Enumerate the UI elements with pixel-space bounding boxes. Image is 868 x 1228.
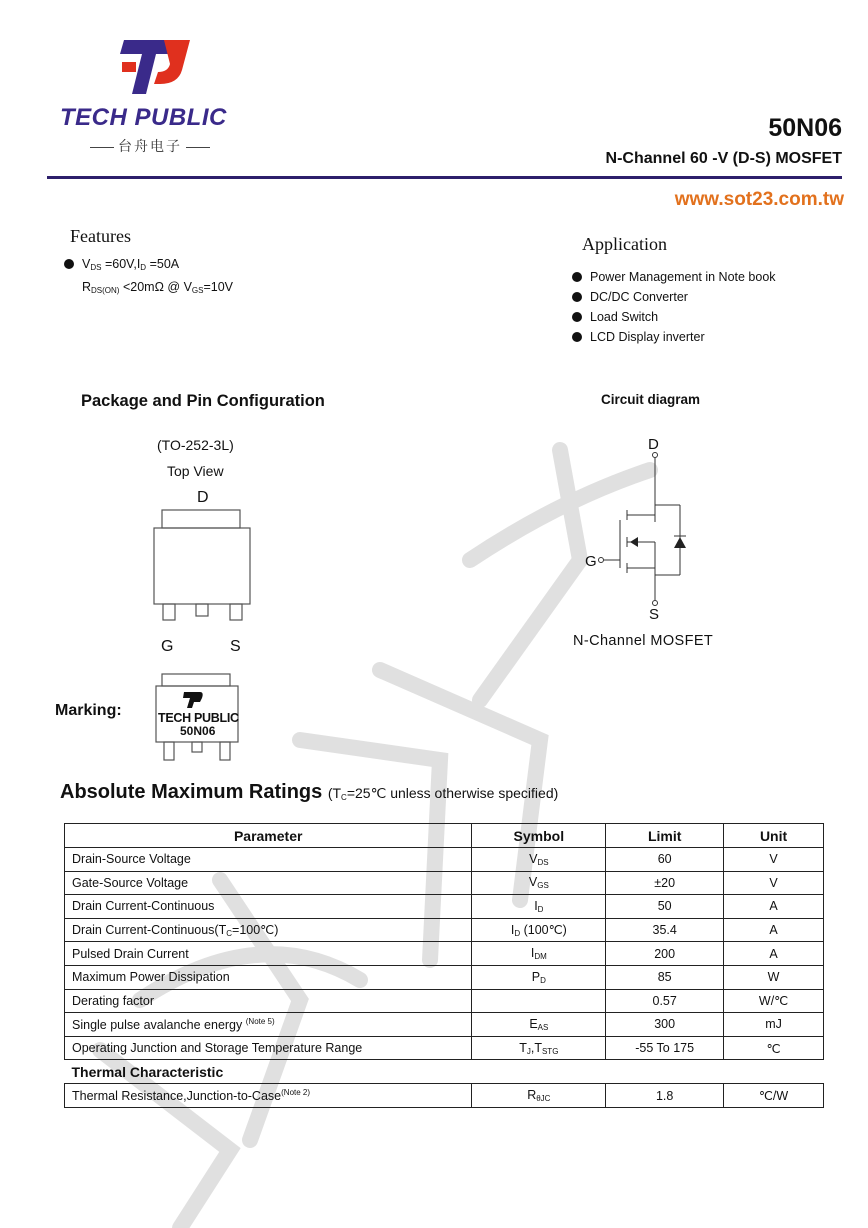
table-row: Drain Current-Continuous $I_D$ 50 A — [65, 895, 824, 919]
circuit-caption: N-Channel MOSFET — [573, 633, 714, 649]
features-title: Features — [70, 226, 131, 246]
application-item: LCD Display inverter — [572, 330, 705, 344]
application-title: Application — [582, 234, 667, 254]
table-row: Operating Junction and Storage Temperature Range $T_J,T_{STG}$ -55 To 175 ℃ — [65, 1036, 824, 1060]
header-symbol: Symbol — [472, 824, 606, 848]
website-link[interactable]: www.sot23.com.tw — [674, 189, 844, 210]
header-parameter: Parameter — [65, 824, 472, 848]
part-number: 50N06 — [768, 114, 842, 142]
bullet-icon — [572, 332, 582, 342]
circuit-title: Circuit diagram — [601, 392, 701, 407]
bullet-icon — [572, 292, 582, 302]
pin-label-s: S — [230, 638, 241, 655]
feature-line-1: $V_{DS} =60V,I_D =50A$ — [64, 257, 179, 272]
application-item: DC/DC Converter — [572, 290, 688, 304]
package-title: Package and Pin Configuration — [81, 392, 325, 410]
table-row: Drain-Source Voltage $V_{DS}$ 60 V — [65, 848, 824, 872]
to252-package-drawing — [150, 506, 254, 634]
table-row: Gate-Source Voltage $V_{GS}$ ±20 V — [65, 871, 824, 895]
header-rule — [47, 176, 842, 179]
bullet-icon — [572, 312, 582, 322]
circuit-label-g: G — [585, 553, 597, 570]
logo-subtext: 台舟电子 — [86, 136, 214, 156]
bullet-icon — [64, 259, 74, 269]
circuit-label-s: S — [649, 606, 660, 623]
mosfet-symbol-drawing — [596, 450, 696, 610]
application-item: Load Switch — [572, 310, 658, 324]
ratings-table — [64, 823, 824, 1108]
header-limit: Limit — [606, 824, 724, 848]
circuit-label-d: D — [648, 436, 659, 453]
ratings-condition: ($T_C=25℃$ unless otherwise specified) — [327, 785, 559, 802]
package-view: Top View — [167, 463, 224, 479]
thermal-section-row — [65, 1060, 824, 1084]
marking-line-1: TECH PUBLIC — [158, 711, 239, 725]
package-name: (TO-252-3L) — [157, 437, 234, 453]
tech-public-logo-icon — [120, 36, 192, 98]
marking-line-2: 50N06 — [180, 724, 216, 738]
table-row: Derating factor 0.57 W/℃ — [65, 989, 824, 1013]
table-row: Thermal Resistance,Junction-to-Case$^{(Note 2)}$ $R_{\theta JC}$ 1.8 ℃/W — [65, 1084, 824, 1108]
table-row: Maximum Power Dissipation $P_D$ 85 W — [65, 965, 824, 989]
pin-label-g: G — [161, 638, 174, 655]
logo-text: TECH PUBLIC — [60, 104, 227, 131]
header-unit: Unit — [724, 824, 824, 848]
table-row: Pulsed Drain Current $I_{DM}$ 200 A — [65, 942, 824, 966]
bullet-icon — [572, 272, 582, 282]
thermal-title: Thermal Characteristic — [65, 1060, 824, 1084]
table-row: Single pulse avalanche energy $^{(Note 5)}$ $E_{AS}$ 300 mJ — [65, 1013, 824, 1037]
table-header-row — [65, 824, 824, 848]
feature-line-2: $R_{DS(ON)} <20m\Omega$ @ $V_{GS}=10V$ — [82, 280, 234, 295]
device-subtitle: N-Channel 60 -V (D-S) MOSFET — [605, 150, 842, 167]
pin-label-d: D — [197, 489, 209, 506]
table-row: Drain Current-$Continuous(T_C=100℃)$ $I_D$ (100℃) 35.4 A — [65, 918, 824, 942]
marking-label: Marking: — [55, 702, 122, 719]
application-item: Power Management in Note book — [572, 270, 776, 284]
ratings-title: Absolute Maximum Ratings ($T_C=25℃$ unless otherwise specified) — [60, 781, 559, 803]
